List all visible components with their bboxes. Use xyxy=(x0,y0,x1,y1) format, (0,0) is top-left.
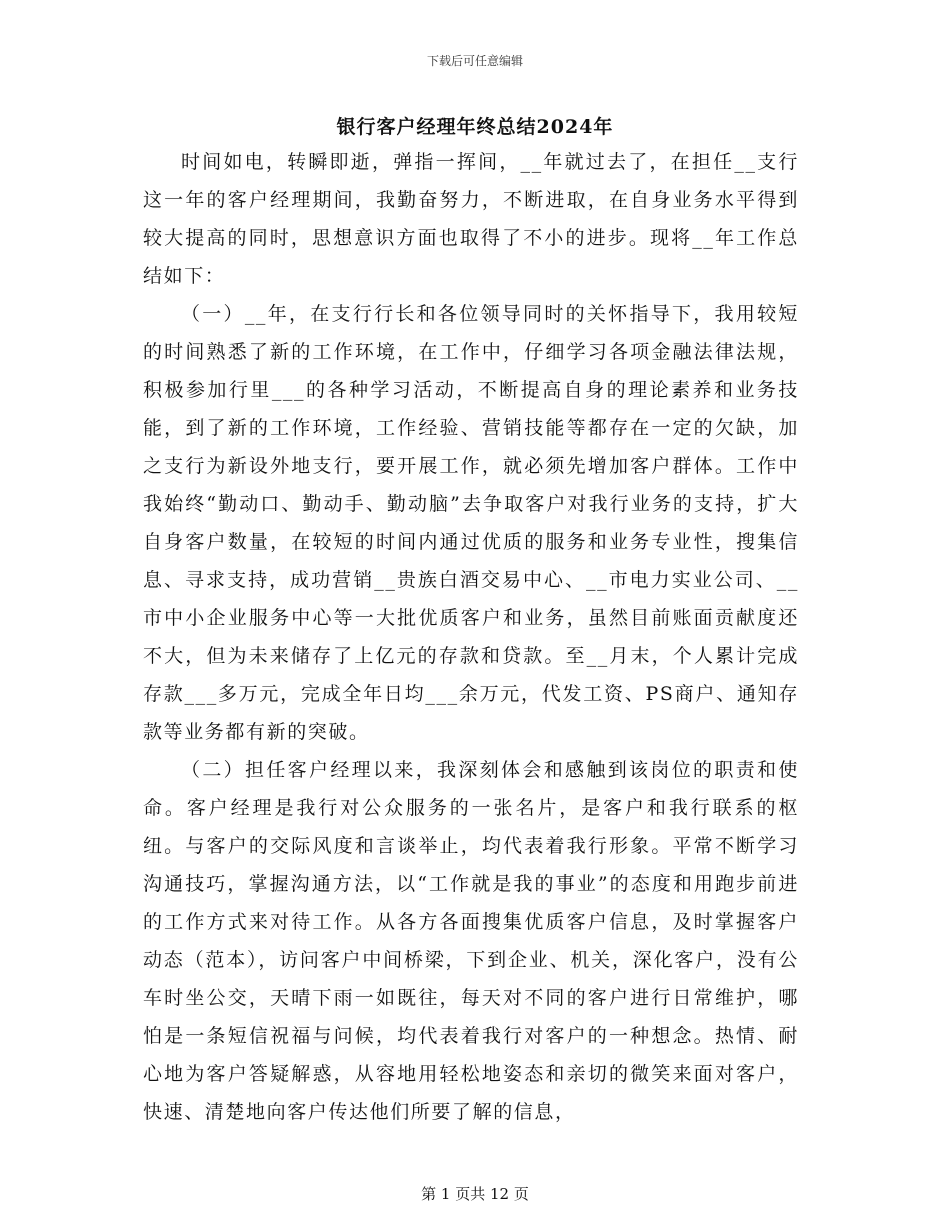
page-header-note: 下载后可任意编辑 xyxy=(426,54,523,68)
document-title: 银行客户经理年终总结2024年 xyxy=(336,116,614,138)
paragraph-intro: 时间如电，转瞬即逝，弹指一挥间，__年就过去了，在担任__支行这一年的客户经理期间，我勤奋努力，不断进取，在自身业务水平得到较大提高的同时，思想意识方面也取得了不小的进步。现将__年工作总结如下： xyxy=(143,151,799,287)
paragraph-section-1: （一）__年，在支行行长和各位领导同时的关怀指导下，我用较短的时间熟悉了新的工作环境，在工作中，仔细学习各项金融法律法规，积极参加行里___的各种学习活动，不断提高自身的理论素养和业务技能，到了新的工作环境，工作经验、营销技能等都存在一定的欠缺，加之支行为新设外地支行，要开展工作，就必须先增加客户群体。工作中我始终“勤动口、勤动手、勤动脑”去争取客户对我行业务的支持，扩大自身客户数量，在较短的时间内通过优质的服务和业务专业性，搜集信息、寻求支持，成功营销__贵族白酒交易中心、__市电力实业公司、__市中小企业服务中心等一大批优质客户和业务，虽然目前账面贡献度还不大，但为未来储存了上亿元的存款和贷款。至__月末，个人累计完成存款___多万元，完成全年日均___余万元，代发工资、PS商户、通知存款等业务都有新的突破。 xyxy=(143,303,799,743)
paragraph-section-2: （二）担任客户经理以来，我深刻体会和感触到该岗位的职责和使命。客户经理是我行对公众服务的一张名片，是客户和我行联系的枢纽。与客户的交际风度和言谈举止，均代表着我行形象。平常不断学习沟通技巧，掌握沟通方法，以“工作就是我的事业”的态度和用跑步前进的工作方式来对待工作。从各方各面搜集优质客户信息，及时掌握客户动态（范本），访问客户中间桥梁，下到企业、机关，深化客户，没有公车时坐公交，天晴下雨一如既往，每天对不同的客户进行日常维护，哪怕是一条短信祝福与问候，均代表着我行对客户的一种想念。热情、耐心地为客户答疑解惑，从容地用轻松地姿态和亲切的微笑来面对客户，快速、清楚地向客户传达他们所要了解的信息， xyxy=(143,759,799,1123)
page-number: 第 1 页共 12 页 xyxy=(421,1185,529,1203)
document-body xyxy=(143,143,799,1131)
